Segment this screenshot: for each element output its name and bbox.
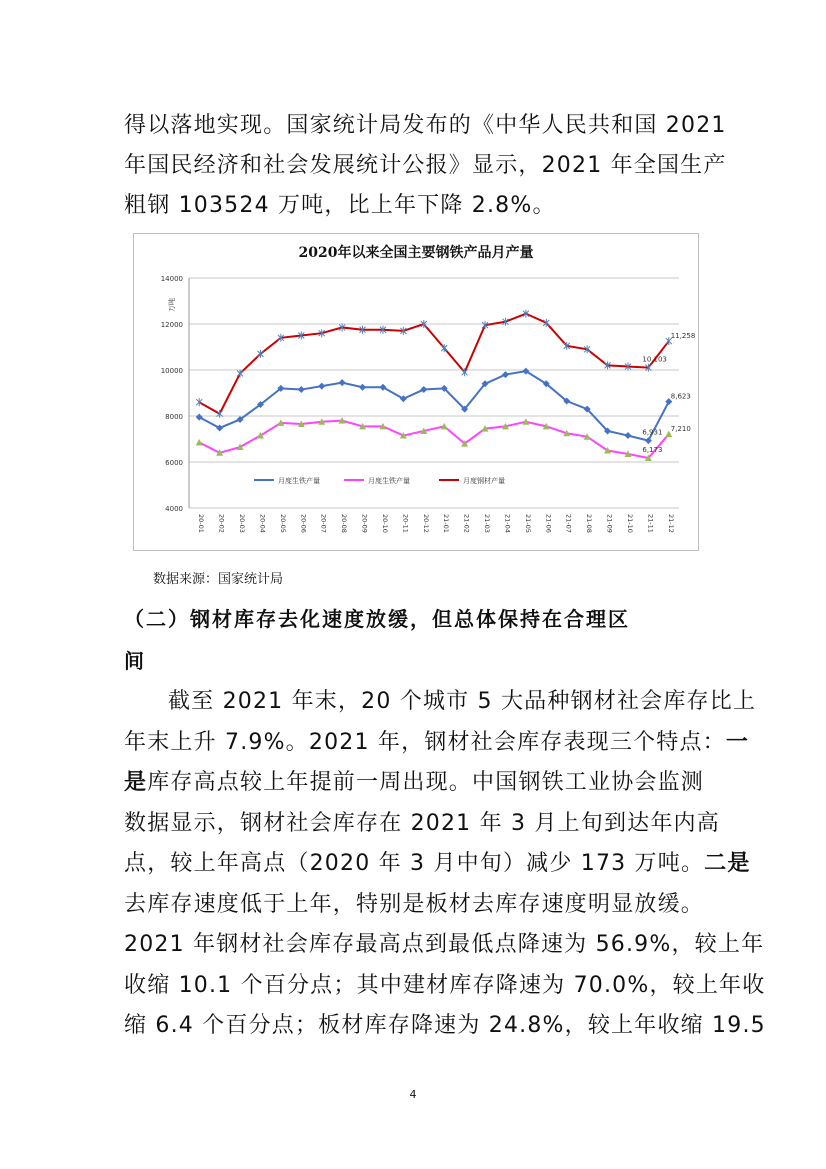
data-point <box>624 432 631 439</box>
legend-label: 月度钢材产量 <box>463 477 505 485</box>
subheading-line: 间 <box>124 649 146 673</box>
text-run: 年末上升 7.9%。2021 年，钢材社会库存表现三个特点： <box>124 729 726 755</box>
data-point <box>359 384 366 391</box>
y-tick-label: 6000 <box>165 459 183 467</box>
text-line: 得以落地实现。国家统计局发布的《中华人民共和国 2021 <box>124 113 727 138</box>
data-source-note: 数据来源：国家统计局 <box>153 572 284 587</box>
text-line: 粗钢 103524 万吨，比上年下降 2.8%。 <box>124 193 556 218</box>
x-tick-label: 21-11 <box>646 514 655 533</box>
text-line: 去库存速度低于上年，特别是板材去库存速度明显放缓。 <box>124 891 705 917</box>
data-point <box>196 398 202 406</box>
text-line <box>124 682 757 723</box>
data-point <box>298 386 305 393</box>
subheading-line: （二）钢材库存去化速度放缓，但总体保持在合理区 <box>124 607 630 631</box>
y-tick-label: 10000 <box>160 367 183 375</box>
y-tick-label: 8000 <box>165 413 183 421</box>
data-point <box>196 414 203 421</box>
data-label: 11,258 <box>670 332 696 341</box>
x-tick-label: 21-10 <box>625 514 634 533</box>
text-line <box>124 723 750 764</box>
x-tick-label: 20-10 <box>380 514 389 533</box>
y-axis-label: 万吨 <box>168 298 176 312</box>
y-tick-label: 4000 <box>165 505 183 513</box>
text-line: 收缩 10.1 个百分点；其中建材库存降速为 70.0%，较上年收 <box>124 972 766 998</box>
data-label: 10,103 <box>642 355 667 364</box>
text-run: 库存高点较上年提前一周出现。中国钢铁工业协会监测 <box>147 770 705 795</box>
steel-production-chart <box>133 233 699 551</box>
x-tick-label: 20-07 <box>319 514 328 533</box>
data-point <box>420 386 427 393</box>
chart-title: 2020年以来全国主要钢铁产品月产量 <box>298 245 534 261</box>
text-run: 点，较上年高点（2020 年 3 月中旬）减少 173 万吨。 <box>124 851 705 876</box>
text-line: 缩 6.4 个百分点；板材库存降速为 24.8%，较上年收缩 19.5 <box>124 1013 766 1038</box>
data-label: 6,931 <box>642 428 663 437</box>
bold-run: 一 <box>725 729 750 755</box>
text-line: 2021 年钢材社会库存最高点到最低点降速为 56.9%，较上年 <box>124 932 765 957</box>
x-tick-label: 20-04 <box>258 514 267 533</box>
data-point <box>502 371 509 378</box>
legend-label: 月度生铁产量 <box>278 477 320 485</box>
text-run: 截至 2021 年末，20 个城市 5 大品种钢材社会库存比上 <box>168 689 757 714</box>
text-line <box>124 844 751 885</box>
text-line: 数据显示，钢材社会库存在 2021 年 3 月上旬到达年内高 <box>124 810 720 836</box>
bold-run: 是 <box>124 770 148 795</box>
x-tick-label: 20-01 <box>197 514 206 533</box>
data-label: 7,210 <box>670 425 691 434</box>
text-line: 年国民经济和社会发展统计公报》显示，2021 年全国生产 <box>124 153 727 178</box>
x-tick-label: 20-11 <box>401 514 410 533</box>
x-tick-label: 20-09 <box>360 514 369 533</box>
data-point <box>216 424 223 431</box>
data-label: 6,173 <box>642 446 663 455</box>
section-subheading <box>124 598 704 682</box>
x-tick-label: 20-02 <box>217 514 226 533</box>
data-point <box>318 383 325 390</box>
x-tick-label: 21-12 <box>666 514 675 533</box>
data-label: 8,623 <box>670 392 691 401</box>
x-tick-label: 21-08 <box>585 514 594 533</box>
y-tick-label: 12000 <box>160 321 183 329</box>
data-point <box>237 369 243 377</box>
chart-canvas <box>134 234 698 550</box>
data-point <box>645 437 652 444</box>
legend-label: 月度生铁产量 <box>368 477 410 485</box>
data-point <box>441 344 447 352</box>
data-point <box>196 439 203 446</box>
x-tick-label: 20-08 <box>340 514 349 533</box>
x-tick-label: 21-03 <box>483 514 492 533</box>
series-line <box>199 421 669 458</box>
data-point <box>217 410 223 418</box>
x-tick-label: 20-03 <box>238 514 247 533</box>
series-line <box>199 314 669 414</box>
page-number: 4 <box>409 1088 417 1101</box>
x-tick-label: 20-05 <box>278 514 287 533</box>
x-tick-label: 21-05 <box>523 514 532 533</box>
x-tick-label: 21-04 <box>503 514 512 533</box>
y-tick-label: 14000 <box>160 275 183 283</box>
x-tick-label: 20-12 <box>421 514 430 533</box>
text-line <box>124 763 704 804</box>
data-point <box>462 368 468 376</box>
x-tick-label: 21-01 <box>442 514 451 533</box>
inventory-paragraph <box>124 682 766 1047</box>
intro-paragraph <box>124 106 727 226</box>
x-tick-label: 21-02 <box>462 514 471 533</box>
data-point <box>339 379 346 386</box>
x-tick-label: 20-06 <box>299 514 308 533</box>
bold-run: 二是 <box>704 851 751 876</box>
x-tick-label: 21-07 <box>564 514 573 533</box>
data-point <box>257 350 263 358</box>
x-tick-label: 21-09 <box>605 514 614 533</box>
x-tick-label: 21-06 <box>544 514 553 533</box>
